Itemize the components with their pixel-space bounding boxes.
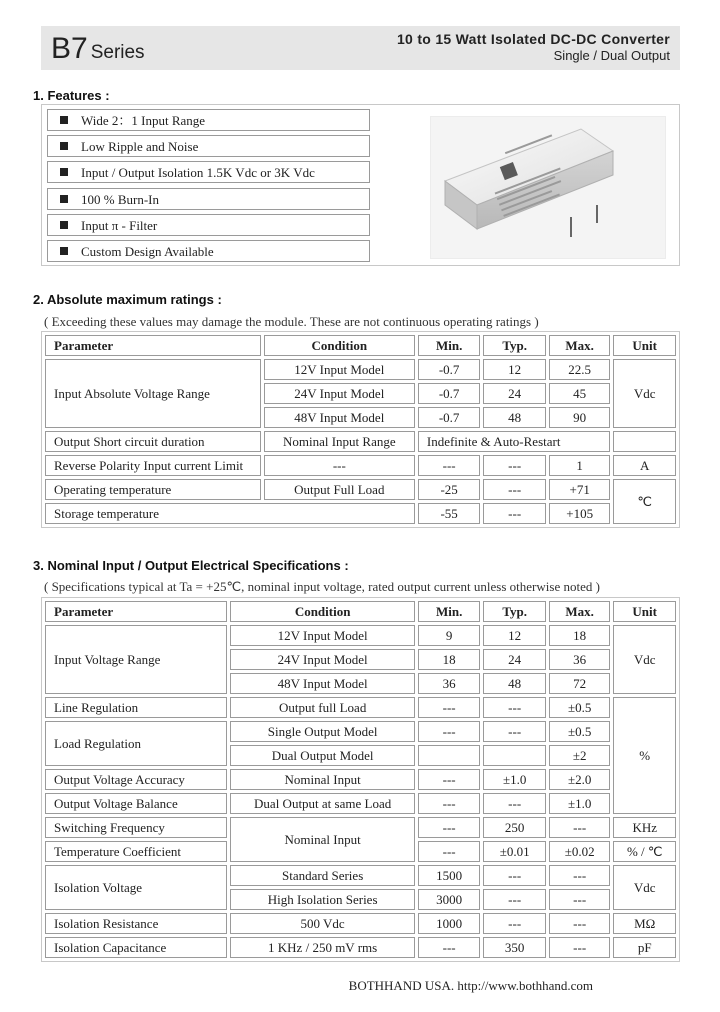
table-row: Storage temperature -55 --- +105 <box>45 503 676 524</box>
absolute-ratings-table <box>41 331 680 528</box>
footer-company-url: BOTHHAND USA. http://www.bothhand.com <box>348 978 593 993</box>
bullet-icon <box>60 116 68 124</box>
table-row: Operating temperature Output Full Load -25 --- +71 ℃ <box>45 479 676 500</box>
table-row: Temperature Coefficient --- ±0.01 ±0.02 % / ℃ <box>45 841 676 862</box>
nominal-note: ( Specifications typical at Ta = +25℃, nominal input voltage, rated output current unless otherwise noted ) <box>44 579 600 594</box>
table-row: Load Regulation Single Output Model --- --- ±0.5 <box>45 721 676 742</box>
bullet-icon <box>60 168 68 176</box>
product-title <box>397 31 670 63</box>
table-row: Line Regulation Output full Load --- --- ±0.5 % <box>45 697 676 718</box>
bullet-icon <box>60 195 68 203</box>
absolute-note: ( Exceeding these values may damage the module. These are not continuous operating ratings ) <box>44 314 539 329</box>
table-row: Output Voltage Accuracy Nominal Input --- ±1.0 ±2.0 <box>45 769 676 790</box>
table-row: 48V Input Model 36 48 72 <box>45 673 676 694</box>
feature-item: Custom Design Available <box>47 240 370 262</box>
nominal-heading: 3. Nominal Input / Output Electrical Specifications : <box>33 558 349 573</box>
feature-item: Low Ripple and Noise <box>47 135 370 157</box>
table-row: Output Short circuit duration Nominal Input Range Indefinite & Auto-Restart <box>45 431 676 452</box>
table-row: Input Absolute Voltage Range 12V Input Model -0.7 12 22.5 Vdc <box>45 359 676 380</box>
table-row: 24V Input Model 18 24 36 <box>45 649 676 670</box>
product-subtitle: Single / Dual Output <box>553 48 670 63</box>
table-row: Dual Output Model ±2 <box>45 745 676 766</box>
features-heading: 1. Features : <box>33 88 110 103</box>
features-list <box>47 109 370 266</box>
table-row: Isolation Voltage Standard Series 1500 --- --- Vdc <box>45 865 676 886</box>
series-word: Series <box>90 42 145 63</box>
table-header-row: Parameter Condition Min. Typ. Max. Unit <box>45 335 676 356</box>
feature-item: 100 % Burn-In <box>47 188 370 210</box>
absolute-heading: 2. Absolute maximum ratings : <box>33 292 222 307</box>
product-title-line: 10 to 15 Watt Isolated DC-DC Converter <box>396 31 670 47</box>
feature-item: Wide 2：1 Input Range <box>47 109 370 131</box>
table-row: Isolation Resistance 500 Vdc 1000 --- --- MΩ <box>45 913 676 934</box>
feature-item: Input / Output Isolation 1.5K Vdc or 3K Vdc <box>47 161 370 183</box>
table-row: Input Voltage Range 12V Input Model 9 12 18 Vdc <box>45 625 676 646</box>
table-row: 24V Input Model -0.7 24 45 <box>45 383 676 404</box>
header-bar <box>41 26 680 70</box>
product-photo <box>430 116 666 259</box>
table-row: High Isolation Series 3000 --- --- <box>45 889 676 910</box>
bullet-icon <box>60 142 68 150</box>
nominal-specs-table <box>41 597 680 962</box>
bullet-icon <box>60 247 68 255</box>
series-code: B7 <box>51 32 88 65</box>
converter-module-image <box>431 117 665 258</box>
series-label <box>51 32 145 66</box>
table-row: Reverse Polarity Input current Limit --- --- --- 1 A <box>45 455 676 476</box>
table-row: Isolation Capacitance 1 KHz / 250 mV rms --- 350 --- pF <box>45 937 676 958</box>
bullet-icon <box>60 221 68 229</box>
features-panel <box>41 104 680 266</box>
feature-item: Input π - Filter <box>47 214 370 236</box>
table-header-row: Parameter Condition Min. Typ. Max. Unit <box>45 601 676 622</box>
table-row: 48V Input Model -0.7 48 90 <box>45 407 676 428</box>
table-row: Switching Frequency Nominal Input --- 250 --- KHz <box>45 817 676 838</box>
table-row: Output Voltage Balance Dual Output at same Load --- --- ±1.0 <box>45 793 676 814</box>
